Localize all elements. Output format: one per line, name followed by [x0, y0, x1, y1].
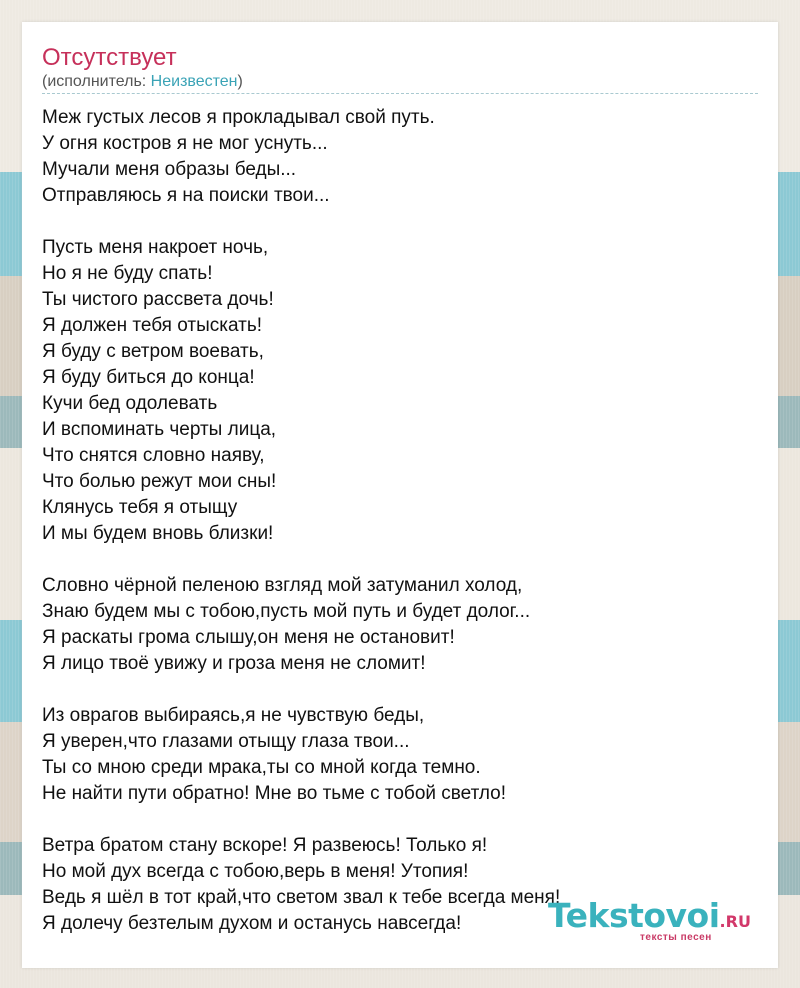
lyrics-text	[42, 105, 758, 937]
lyrics-line: Словно чёрной пеленою взгляд мой затуманил холод,	[42, 575, 523, 596]
site-logo[interactable]	[548, 898, 758, 944]
title-divider	[42, 93, 758, 94]
logo-brand: Tekstovoi	[548, 896, 720, 935]
lyrics-line: Клянусь тебя я отыщу	[42, 497, 238, 518]
lyrics-line: Знаю будем мы с тобою,пусть мой путь и будет долог...	[42, 601, 531, 622]
lyrics-line: Ты чистого рассвета дочь!	[42, 289, 274, 310]
lyrics-line: И мы будем вновь близки!	[42, 523, 274, 544]
lyrics-line: Что болью режут мои сны!	[42, 471, 277, 492]
lyrics-line: Кучи бед одолевать	[42, 393, 218, 414]
lyrics-stanza	[42, 703, 758, 807]
lyrics-line: Меж густых лесов я прокладывал свой путь.	[42, 107, 435, 128]
lyrics-line: Ведь я шёл в тот край,что светом звал к тебе всегда меня!	[42, 887, 561, 908]
lyrics-line: Я лицо твоё увижу и гроза меня не сломит!	[42, 653, 426, 674]
lyrics-line: Мучали меня образы беды...	[42, 159, 297, 180]
lyrics-card	[22, 22, 778, 968]
lyrics-line: Я раскаты грома слышу,он меня не остановит!	[42, 627, 455, 648]
lyrics-line: Я должен тебя отыскать!	[42, 315, 263, 336]
lyrics-line: Я буду биться до конца!	[42, 367, 255, 388]
lyrics-line: Не найти пути обратно! Мне во тьме с тобой светло!	[42, 783, 507, 804]
lyrics-line: Но я не буду спать!	[42, 263, 213, 284]
song-title: Отсутствует	[42, 44, 177, 71]
lyrics-line: Что снятся словно наяву,	[42, 445, 265, 466]
logo-tagline: тексты песен	[640, 932, 712, 943]
lyrics-line: Я долечу безтелым духом и останусь навсегда!	[42, 913, 462, 934]
lyrics-line: Пусть меня накроет ночь,	[42, 237, 269, 258]
artist-prefix: (исполнитель:	[42, 73, 151, 90]
artist-link[interactable]: Неизвестен	[150, 73, 238, 90]
lyrics-line: Я уверен,что глазами отыщу глаза твои...	[42, 731, 410, 752]
logo-tld: .RU	[719, 912, 751, 931]
artist-line	[42, 73, 243, 91]
lyrics-stanza	[42, 573, 758, 677]
lyrics-stanza	[42, 105, 758, 209]
lyrics-line: Ветра братом стану вскоре! Я развеюсь! Только я!	[42, 835, 488, 856]
lyrics-line: Из оврагов выбираясь,я не чувствую беды,	[42, 705, 425, 726]
lyrics-line: Отправляюсь я на поиски твои...	[42, 185, 330, 206]
artist-suffix: )	[237, 73, 243, 90]
lyrics-line: У огня костров я не мог уснуть...	[42, 133, 328, 154]
lyrics-line: И вспоминать черты лица,	[42, 419, 277, 440]
lyrics-stanza	[42, 235, 758, 547]
lyrics-line: Я буду с ветром воевать,	[42, 341, 264, 362]
lyrics-line: Ты со мною среди мрака,ты со мной когда темно.	[42, 757, 481, 778]
lyrics-line: Но мой дух всегда с тобою,верь в меня! Утопия!	[42, 861, 469, 882]
